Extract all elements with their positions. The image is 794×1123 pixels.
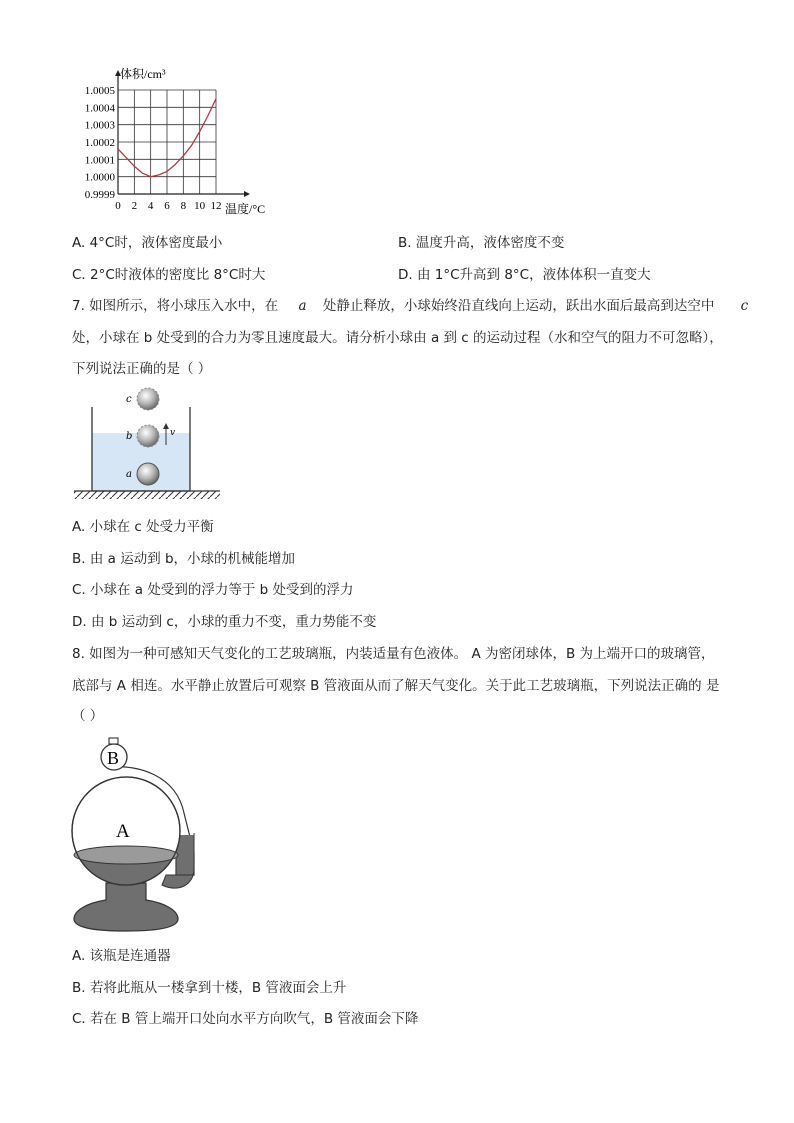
y-axis-label: 体积/cm³ [120, 67, 166, 81]
q6-option-d: D. 由 1°C升高到 8°C，液体体积一直变大 [398, 267, 651, 283]
y-tick-label: 1.0004 [84, 102, 115, 115]
weather-glass-figure [66, 735, 216, 935]
q7-option-a: A. 小球在 c 处受力平衡 [72, 519, 214, 535]
q7-stem-line3: 下列说法正确的是（ ） [72, 361, 212, 377]
q7-option-d: D. 由 b 运动到 c，小球的重力不变，重力势能不变 [72, 614, 377, 630]
q6-option-b: B. 温度升高，液体密度不变 [398, 235, 565, 251]
x-tick-label: 8 [180, 200, 187, 212]
x-tick-label: 10 [194, 200, 206, 212]
chart-axes [115, 70, 250, 197]
label-c: c [126, 394, 132, 405]
label-b-big: B [107, 748, 120, 768]
x-tick-label: 0 [115, 200, 121, 212]
volume-temperature-chart [60, 62, 290, 222]
q6-option-c: C. 2°C时液体的密度比 8°C时大 [72, 267, 266, 283]
x-tick-label: 4 [147, 200, 154, 212]
y-tick-label: 1.0000 [84, 171, 115, 184]
velocity-arrow-head [163, 423, 169, 429]
q7-option-b: B. 由 a 运动到 b，小球的机械能增加 [72, 551, 296, 567]
label-a-big: A [116, 821, 130, 842]
q8-option-c: C. 若在 B 管上端开口处向水平方向吹气，B 管液面会下降 [72, 1011, 419, 1027]
y-tick-label: 1.0002 [84, 137, 115, 149]
ground-hatch [74, 491, 220, 499]
label-v: v [170, 428, 176, 438]
q8-option-b: B. 若将此瓶从一楼拿到十楼，B 管液面会上升 [72, 980, 347, 996]
q8-stem-line2: 底部与 A 相连。水平静止放置后可观察 B 管液面从而了解天气变化。关于此工艺玻璃瓶，下列说法正确的 是 [72, 678, 720, 694]
ball-a [137, 463, 159, 485]
q7-option-c: C. 小球在 a 处受到的浮力等于 b 处受到的浮力 [72, 582, 354, 598]
y-tick-label: 1.0001 [84, 154, 115, 167]
x-tick-label: 12 [210, 200, 222, 212]
y-tick-label: 1.0005 [84, 85, 115, 97]
y-tick-label: 1.0003 [84, 119, 115, 132]
sphere-a-liquid-surface [74, 846, 178, 864]
x-tick-label: 2 [131, 200, 138, 212]
q8-option-a: A. 该瓶是连通器 [72, 948, 171, 964]
q8-stem-line1: 8. 如图为一种可感知天气变化的工艺玻璃瓶，内装适量有色液体。 A 为密闭球体，B 为上端开口的玻璃管， [72, 646, 715, 662]
q8-stem-line3: （ ） [72, 708, 104, 724]
label-a: a [126, 469, 132, 480]
y-tick-labels [85, 85, 116, 201]
x-tick-label: 6 [164, 200, 170, 212]
x-axis-label: 温度/°C [225, 202, 266, 216]
x-tick-labels [115, 200, 221, 212]
q7-stem-line2: 处，小球在 b 处受到的合力为零且速度最大。请分析小球由 a 到 c 的运动过程（水和空气的阻力不可忽略）， [72, 330, 723, 346]
ball-b [137, 425, 159, 447]
x-axis-arrow [244, 191, 250, 197]
label-b: b [126, 431, 133, 442]
tube-b-opening [109, 738, 118, 744]
q7-stem-line1: 7. 如图所示，将小球压入水中，在 a 处静止释放，小球始终沿直线向上运动，跃出水面后最高到达空中 c [72, 298, 749, 314]
ball-in-water-figure [70, 385, 230, 510]
y-tick-label: 0.9999 [84, 189, 115, 201]
chart-grid [118, 90, 216, 194]
ball-c [137, 388, 159, 410]
q6-option-a: A. 4°C时，液体密度最小 [72, 235, 223, 251]
glass-base [74, 883, 178, 931]
